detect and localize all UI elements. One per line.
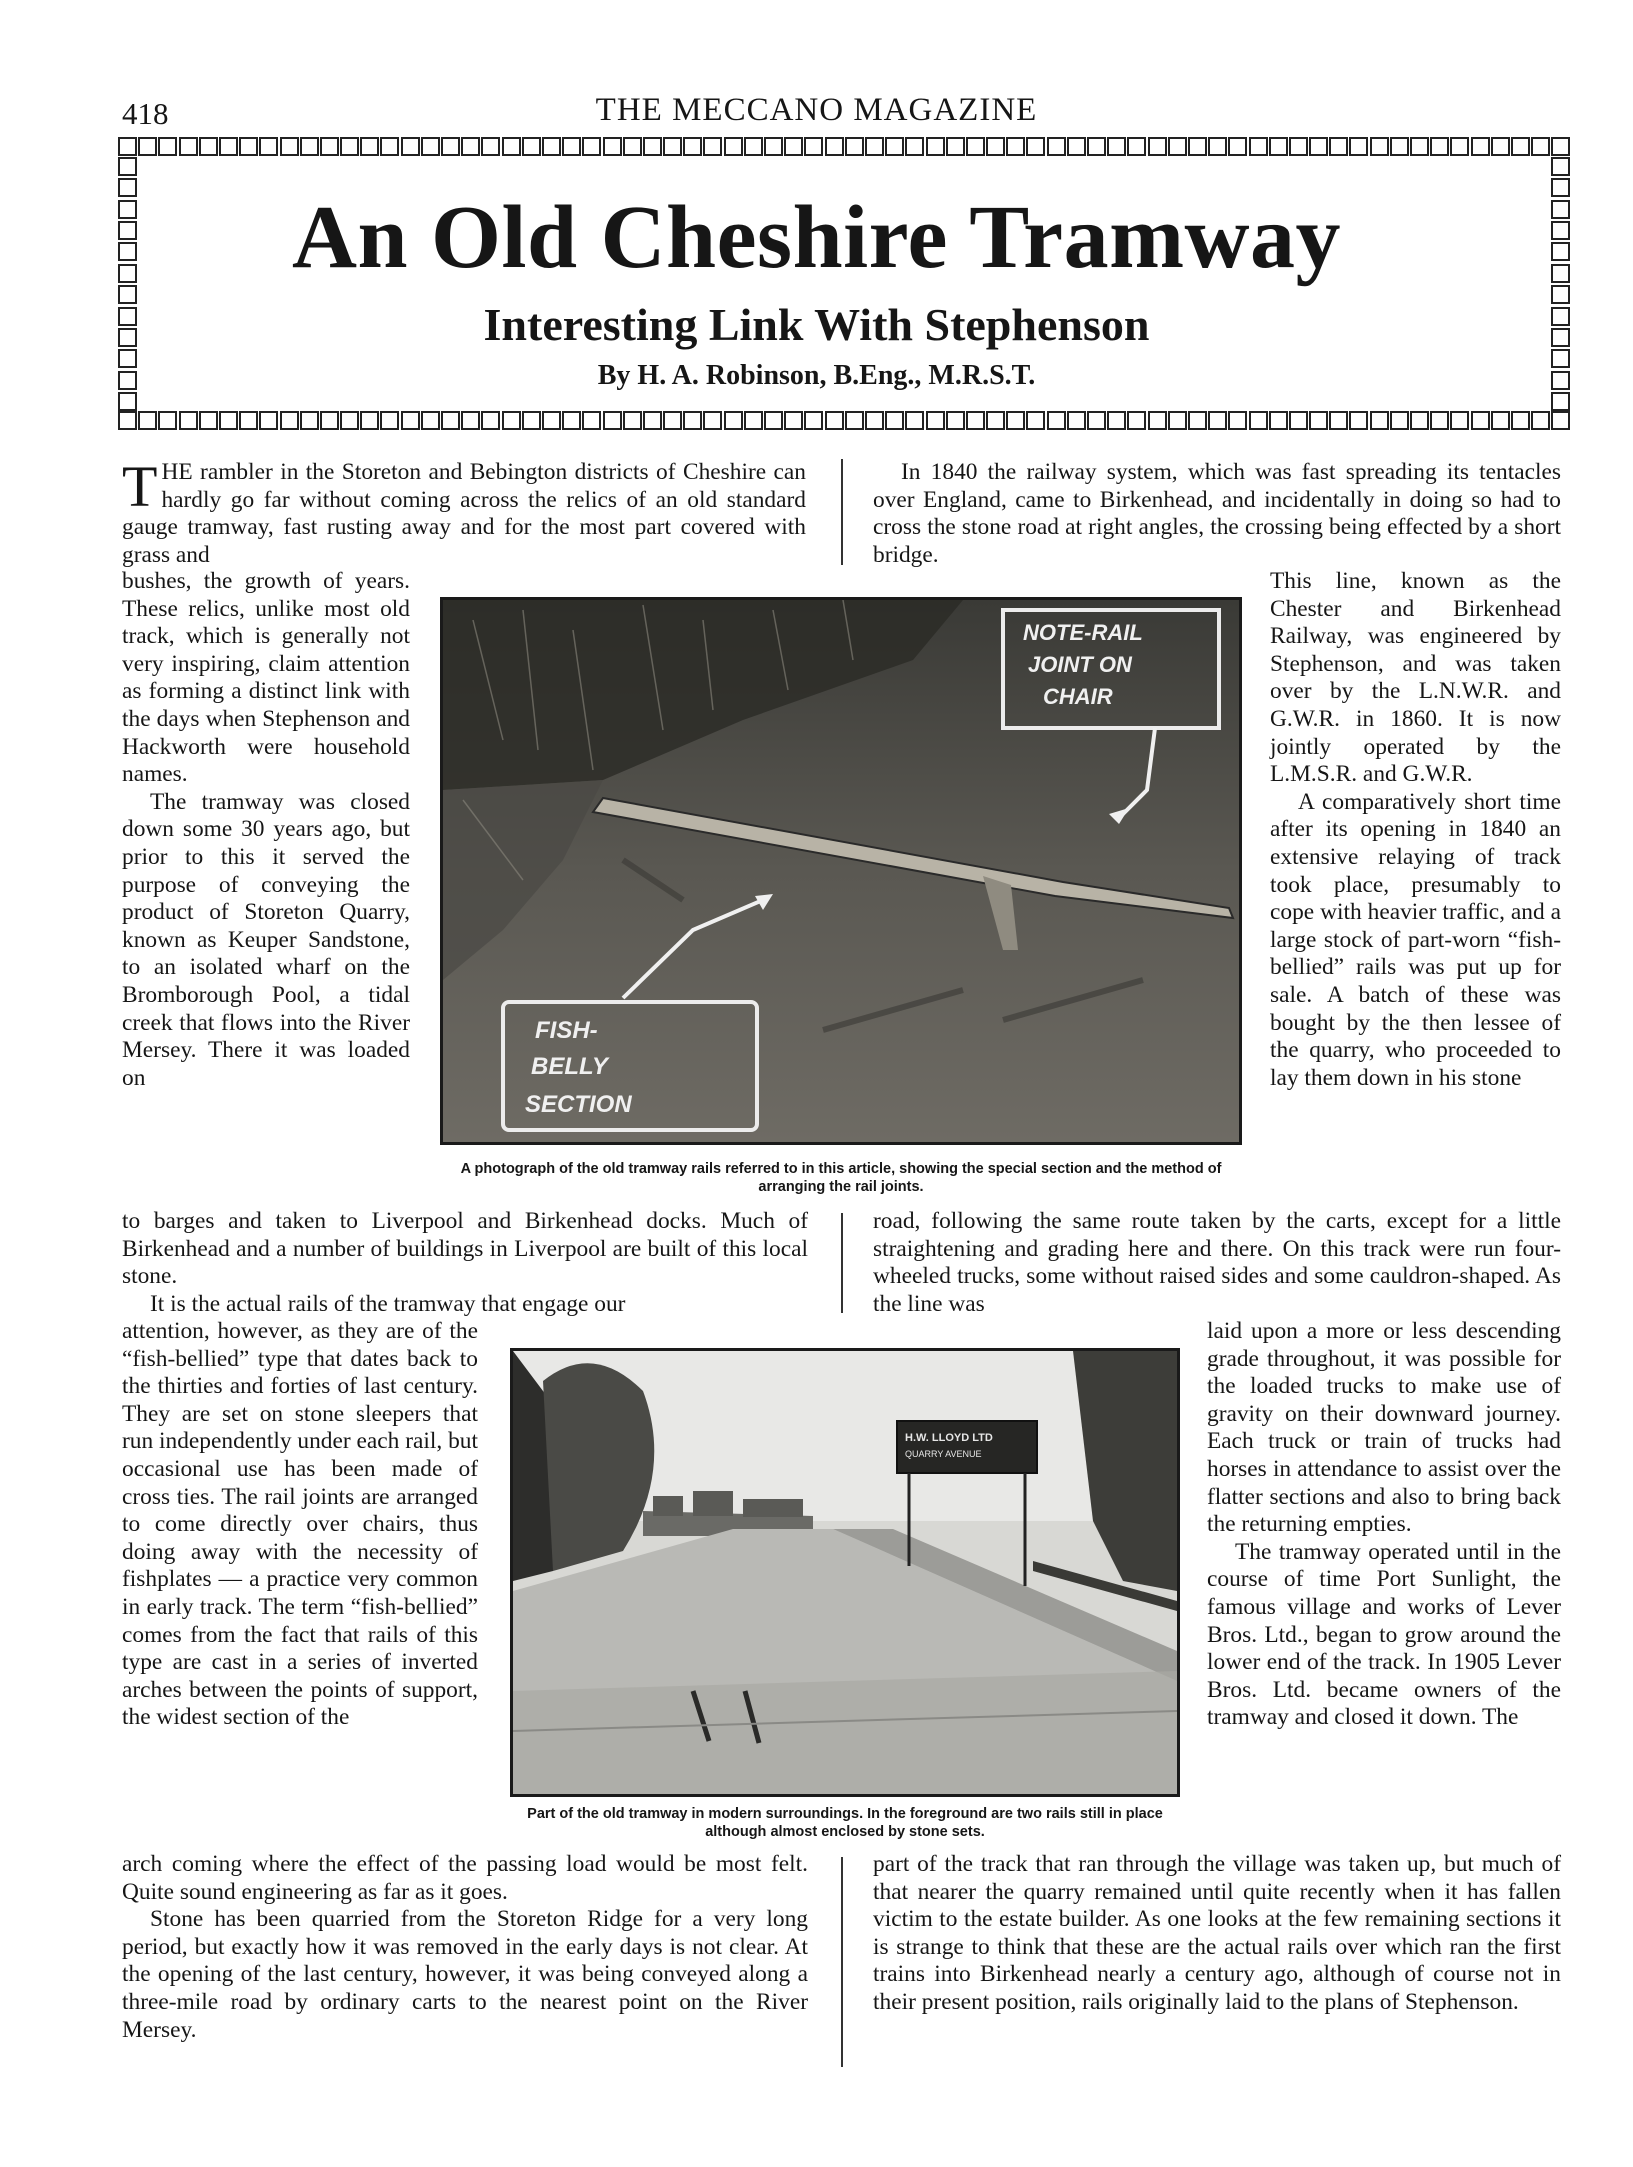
border-square xyxy=(825,137,844,156)
border-square xyxy=(421,137,440,156)
border-square xyxy=(1450,411,1469,430)
border-square xyxy=(703,411,722,430)
trucks-paragraph: road, following the same route taken by the carts, except for a little straightening and grading here and there. On this track were run four-wheeled trucks, some without raised sides and some cauldron-shaped. As the line was xyxy=(873,1208,1561,1317)
border-square xyxy=(1370,137,1389,156)
border-square xyxy=(1006,411,1025,430)
sign-fish-line-2: BELLY xyxy=(531,1053,608,1080)
magazine-title: THE MECCANO MAGAZINE xyxy=(595,92,1038,128)
border-square xyxy=(784,137,803,156)
border-square xyxy=(582,137,601,156)
column-divider xyxy=(841,1213,843,1313)
tramway-closed-paragraph: The tramway was closed down some 30 years ago, but prior to this it served the purpose of conveying the product of Storeton Quarry, known as Keuper Sandstone, to an isolated wharf on the Bromborough Pool, a tidal creek that flows into the River Mersey. There it was loaded on xyxy=(122,788,410,1091)
border-square xyxy=(1309,411,1328,430)
border-square xyxy=(724,137,743,156)
border-square xyxy=(623,411,642,430)
border-square xyxy=(1390,411,1409,430)
border-square xyxy=(179,411,198,430)
border-square xyxy=(1067,411,1086,430)
sign-note-line-1: NOTE-RAIL xyxy=(1023,620,1143,645)
border-square xyxy=(481,137,500,156)
border-square xyxy=(905,137,924,156)
border-square xyxy=(986,137,1005,156)
right-text-beside-photo2 xyxy=(1207,1318,1561,1732)
border-square xyxy=(825,411,844,430)
border-square xyxy=(1329,137,1348,156)
border-square xyxy=(179,137,198,156)
sign-fish-line-3: SECTION xyxy=(525,1091,632,1118)
border-square xyxy=(441,137,460,156)
border-square xyxy=(966,411,985,430)
border-square xyxy=(1249,411,1268,430)
page-number: 418 xyxy=(122,96,169,131)
border-square xyxy=(1047,137,1066,156)
border-square xyxy=(522,137,541,156)
border-square xyxy=(1511,137,1530,156)
left-text-below-photo2 xyxy=(122,1851,808,2044)
border-square xyxy=(1410,411,1429,430)
border-square xyxy=(441,411,460,430)
border-square xyxy=(219,411,238,430)
border-square xyxy=(744,137,763,156)
border-square xyxy=(1329,411,1348,430)
border-square xyxy=(239,137,258,156)
border-square xyxy=(724,411,743,430)
border-square xyxy=(804,411,823,430)
border-square xyxy=(1491,137,1510,156)
gravity-paragraph: laid upon a more or less descending grade throughout, it was possible for the loaded trucks to make use of gravity on their downward journey. Each truck or train of trucks had horses in attendance to assist over the flatter sections and also to bring back the returning empties. xyxy=(1207,1318,1561,1538)
border-square xyxy=(300,137,319,156)
border-square xyxy=(380,137,399,156)
column-divider xyxy=(841,459,843,565)
border-square xyxy=(461,137,480,156)
border-square xyxy=(1026,137,1045,156)
photo1-caption: A photograph of the old tramway rails referred to in this article, showing the special section and the method of arranging the rail joints. xyxy=(460,1161,1222,1195)
border-square xyxy=(1127,411,1146,430)
border-square xyxy=(118,137,137,156)
border-square xyxy=(1107,137,1126,156)
border-square xyxy=(1127,137,1146,156)
border-square xyxy=(401,137,420,156)
border-square xyxy=(1269,137,1288,156)
border-square xyxy=(1370,411,1389,430)
border-square xyxy=(1168,137,1187,156)
border-square xyxy=(239,411,258,430)
border-square xyxy=(1349,411,1368,430)
border-square xyxy=(865,411,884,430)
border-square xyxy=(1188,411,1207,430)
border-square xyxy=(502,411,521,430)
border-square xyxy=(199,411,218,430)
column-divider xyxy=(841,1857,843,2067)
border-square xyxy=(1471,137,1490,156)
engineering-paragraph: arch coming where the effect of the passing load would be most felt. Quite sound engineering as far as it goes. xyxy=(122,1851,808,1905)
border-square xyxy=(1390,137,1409,156)
border-square xyxy=(280,411,299,430)
border-square xyxy=(199,137,218,156)
border-square xyxy=(1148,137,1167,156)
border-square xyxy=(1208,411,1227,430)
border-square xyxy=(380,411,399,430)
border-square xyxy=(764,411,783,430)
border-square xyxy=(118,392,137,411)
border-square xyxy=(1511,411,1530,430)
border-square xyxy=(1551,392,1570,411)
operated-until-paragraph: The tramway operated until in the course of time Port Sunlight, the famous village and works of Lever Bros. Ltd., began to grow around the lower end of the track. In 1905 Lever Bros. Ltd. became owners of the tramway and closed it down. The xyxy=(1207,1538,1561,1731)
border-square xyxy=(118,411,137,430)
border-square xyxy=(1087,411,1106,430)
border-square xyxy=(522,411,541,430)
border-square xyxy=(562,411,581,430)
border-square xyxy=(603,411,622,430)
border-square xyxy=(683,137,702,156)
intro-text: HE rambler in the Storeton and Bebington districts of Cheshire can hardly go far without coming across the relics of an old standard gauge tramway, fast rusting away and for the most part covered with grass and xyxy=(122,459,806,568)
border-square xyxy=(1551,137,1570,156)
fish-bellied-paragraph: attention, however, as they are of the “fish-bellied” type that dates back to the thirties and forties of last century. They are set on stone sleepers that run independently under each rail, but occasional use has been made of cross ties. The rail joints are arranged to come directly over chairs, thus doing away with the necessity of fishplates — a practice very common in early track. The term “fish-bellied” comes from the fact that rails of this type are cast in a series of inverted arches between the points of support, the widest section of the xyxy=(122,1318,478,1731)
border-square xyxy=(320,411,339,430)
border-square xyxy=(219,137,238,156)
relaying-paragraph: A comparatively short time after its opening in 1840 an extensive relaying of track took place, presumably to cope with heavier traffic, and a large stock of part-worn “fish-bellied” rails was put up for sale. A batch of these was bought by the then lessee of the quarry, who proceeded to lay them down in his stone xyxy=(1270,788,1561,1091)
photo2-sign-line-2: QUARRY AVENUE xyxy=(905,1449,982,1459)
photo2-sign-line-1: H.W. LLOYD LTD xyxy=(905,1432,993,1444)
border-square xyxy=(1410,137,1429,156)
border-square xyxy=(562,137,581,156)
border-square xyxy=(643,411,662,430)
border-square xyxy=(1228,411,1247,430)
border-square xyxy=(259,137,278,156)
relics-paragraph: bushes, the growth of years. These relics, unlike most old track, which is generally not very inspiring, claim attention as forming a distinct link with the days when Stephenson and Hackworth were household names. xyxy=(122,568,410,788)
intro-paragraph xyxy=(122,454,806,569)
border-square xyxy=(1551,411,1570,430)
border-square xyxy=(845,137,864,156)
border-square xyxy=(360,137,379,156)
border-square xyxy=(1168,411,1187,430)
border-square xyxy=(845,411,864,430)
border-square xyxy=(663,137,682,156)
photo-tramway-rails xyxy=(440,597,1242,1145)
border-square xyxy=(481,411,500,430)
article-subtitle: Interesting Link With Stephenson xyxy=(483,299,1150,350)
border-square xyxy=(603,137,622,156)
right-text-below-photo1 xyxy=(873,1208,1561,1318)
border-square xyxy=(1148,411,1167,430)
border-square xyxy=(946,137,965,156)
border-square xyxy=(1269,411,1288,430)
article-title: An Old Cheshire Tramway xyxy=(291,188,1342,287)
border-square xyxy=(804,137,823,156)
border-square xyxy=(1107,411,1126,430)
border-square xyxy=(421,411,440,430)
border-square xyxy=(1450,137,1469,156)
border-square xyxy=(885,137,904,156)
border-square xyxy=(401,411,420,430)
border-square xyxy=(542,411,561,430)
border-square xyxy=(1006,137,1025,156)
border-square xyxy=(1208,137,1227,156)
right-text-top xyxy=(873,459,1561,569)
border-square xyxy=(663,411,682,430)
border-square xyxy=(1430,137,1449,156)
border-square xyxy=(1067,137,1086,156)
border-square xyxy=(1531,411,1550,430)
border-square xyxy=(946,411,965,430)
right-text-beside-photo1 xyxy=(1270,568,1561,1092)
border-square xyxy=(1249,137,1268,156)
sign-fish-line-1: FISH- xyxy=(535,1017,598,1044)
border-square xyxy=(643,137,662,156)
border-square xyxy=(461,411,480,430)
drop-cap: T xyxy=(122,454,158,519)
border-square xyxy=(1491,411,1510,430)
border-square xyxy=(280,137,299,156)
chester-birkenhead-paragraph: This line, known as the Chester and Birkenhead Railway, was engineered by Stephenson, and was taken over by the L.N.W.R. and G.W.R. in 1860. It is now jointly operated by the L.M.S.R. and G.W.R. xyxy=(1270,568,1561,788)
border-square xyxy=(764,137,783,156)
border-square xyxy=(1289,137,1308,156)
border-square xyxy=(502,137,521,156)
border-square xyxy=(138,411,157,430)
border-square xyxy=(158,411,177,430)
border-square xyxy=(865,137,884,156)
border-square xyxy=(683,411,702,430)
border-square xyxy=(360,411,379,430)
photo-modern-surroundings xyxy=(510,1348,1180,1797)
border-square xyxy=(1047,411,1066,430)
border-square xyxy=(1551,157,1570,176)
border-square xyxy=(138,137,157,156)
border-square xyxy=(320,137,339,156)
border-square xyxy=(1430,411,1449,430)
border-square xyxy=(300,411,319,430)
stone-quarried-paragraph: Stone has been quarried from the Storeton Ridge for a very long period, but exactly how it was removed in the early days is not clear. At the opening of the last century, however, it was being conveyed along a three-mile road by ordinary carts to the nearest point on the River Mersey. xyxy=(122,1906,808,2043)
border-square xyxy=(158,137,177,156)
border-square xyxy=(1309,137,1328,156)
border-square xyxy=(784,411,803,430)
border-square xyxy=(623,137,642,156)
border-square xyxy=(340,137,359,156)
byline: By H. A. Robinson, B.Eng., M.R.S.T. xyxy=(597,360,1036,391)
border-square xyxy=(986,411,1005,430)
border-square xyxy=(905,411,924,430)
border-square xyxy=(703,137,722,156)
border-square xyxy=(1531,137,1550,156)
border-square xyxy=(744,411,763,430)
border-square xyxy=(966,137,985,156)
border-square xyxy=(1349,137,1368,156)
rails-intro-paragraph: It is the actual rails of the tramway that engage our xyxy=(150,1290,626,1317)
railway-1840-paragraph: In 1840 the railway system, which was fast spreading its tentacles over England, came to Birkenhead, and incidentally in doing so had to cross the stone road at right angles, the crossing being effected by a short bridge. xyxy=(873,459,1561,568)
border-square xyxy=(1087,137,1106,156)
border-square xyxy=(885,411,904,430)
border-square xyxy=(1228,137,1247,156)
border-square xyxy=(1188,137,1207,156)
barges-paragraph: to barges and taken to Liverpool and Birkenhead docks. Much of Birkenhead and a number of buildings in Liverpool are built of this local stone. xyxy=(122,1208,808,1290)
border-square xyxy=(1289,411,1308,430)
border-square xyxy=(1026,411,1045,430)
border-square xyxy=(1471,411,1490,430)
photo2-caption: Part of the old tramway in modern surroundings. In the foreground are two rails still in place although almost enclosed by stone sets. xyxy=(527,1806,1163,1840)
border-square xyxy=(926,411,945,430)
border-square xyxy=(926,137,945,156)
right-text-below-photo2 xyxy=(873,1851,1561,2017)
left-text-beside-photo2 xyxy=(122,1318,478,1732)
border-square xyxy=(259,411,278,430)
left-text-below-photo1 xyxy=(122,1208,808,1318)
closing-paragraph: part of the track that ran through the village was taken up, but much of that nearer the quarry remained until quite recently when it has fallen victim to the estate builder. As one looks at the few remaining sections it is strange to think that these are the actual rails over which ran the first trains into Birkenhead nearly a century ago, although of course not in their present position, rails originally laid to the plans of Stephenson. xyxy=(873,1851,1561,2015)
sign-note-line-2: JOINT ON xyxy=(1028,652,1132,677)
sign-note-line-3: CHAIR xyxy=(1043,684,1113,709)
left-text-beside-photo1 xyxy=(122,568,410,1092)
border-square xyxy=(582,411,601,430)
border-square xyxy=(118,157,137,176)
border-square xyxy=(542,137,561,156)
border-square xyxy=(340,411,359,430)
